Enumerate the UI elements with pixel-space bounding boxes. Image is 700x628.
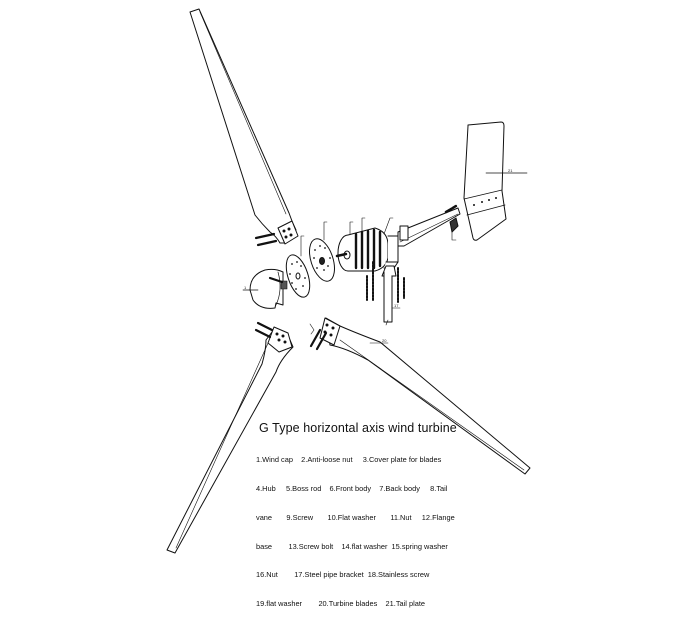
diagram-title: G Type horizontal axis wind turbine bbox=[259, 421, 457, 435]
cover-plate bbox=[282, 236, 315, 300]
svg-text:17: 17 bbox=[394, 303, 399, 308]
legend-line: 19.flat washer 20.Turbine blades 21.Tail plate bbox=[256, 599, 425, 609]
blade-bolts-upper bbox=[256, 234, 276, 245]
tail-vane-boom bbox=[398, 206, 460, 246]
legend-lines bbox=[256, 436, 476, 628]
legend-line: 16.Nut 17.Steel pipe bracket 18.Stainless screw bbox=[256, 570, 430, 580]
legend-line: vane 9.Screw 10.Flat washer 11.Nut 12.Flange bbox=[256, 512, 455, 522]
svg-text:1: 1 bbox=[244, 285, 247, 290]
flange-base-assembly bbox=[367, 262, 404, 325]
legend-line: 1.Wind cap 2.Anti-loose nut 3.Cover plate for blades bbox=[256, 455, 442, 465]
legend-line: base 13.Screw bolt 14.flat washer 15.spring washer bbox=[256, 541, 448, 551]
legend-line: 4.Hub 5.Boss rod 6.Front body 7.Back body 8.Tail bbox=[256, 483, 448, 493]
generator-body bbox=[337, 218, 398, 271]
tail-plate bbox=[464, 122, 527, 240]
svg-text:21: 21 bbox=[508, 168, 513, 173]
upper-turbine-blade bbox=[190, 9, 298, 245]
svg-text:20: 20 bbox=[382, 338, 387, 343]
parts-legend bbox=[256, 421, 476, 628]
wind-cap bbox=[243, 269, 287, 308]
hub-disc bbox=[305, 222, 340, 284]
